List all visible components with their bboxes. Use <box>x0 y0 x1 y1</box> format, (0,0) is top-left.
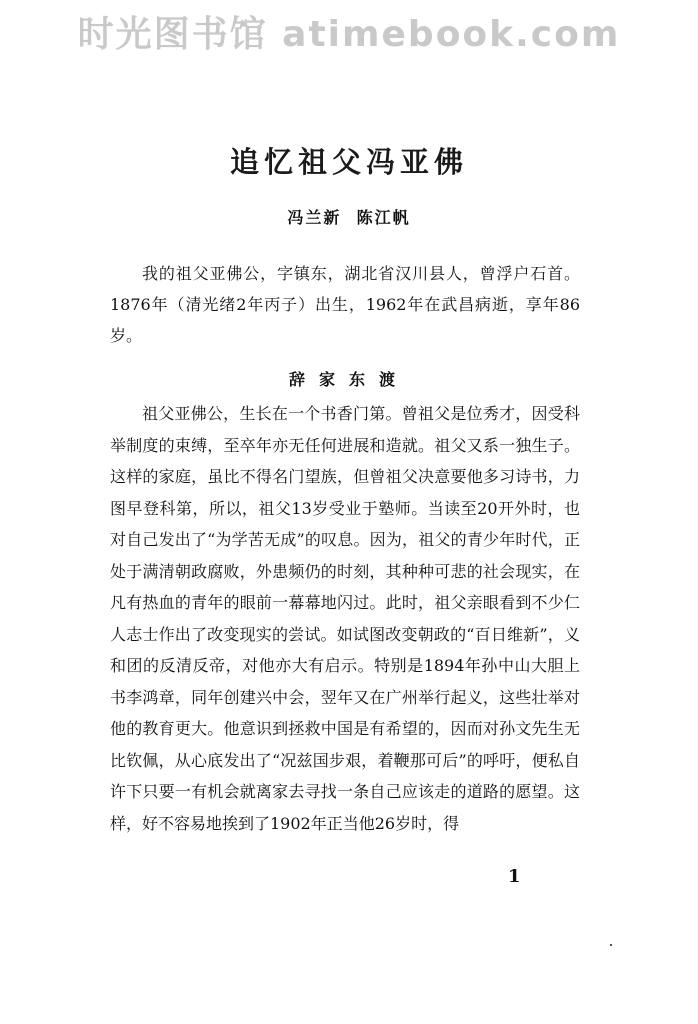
scan-speck <box>610 944 612 946</box>
page-title: 追忆祖父冯亚佛 <box>229 145 468 179</box>
page-number: 1 <box>508 866 521 887</box>
intro-paragraph: 我的祖父亚佛公，字镇东，湖北省汉川县人，曾浮户石首。1876年（清光绪2年丙子）出生，1962年在武昌病逝，享年86岁。 <box>110 264 580 345</box>
body-paragraph: 祖父亚佛公，生长在一个书香门第。曾祖父是位秀才，因受科举制度的束缚，至卒年亦无任何进展和造就。祖父又系一独生子。这样的家庭，虽比不得名门望族，但曾祖父决意要他多习诗书，力图早登科第，所以，祖父13岁受业于塾师。当读至20开外时，也对自己发出了“为学苦无成”的叹息。因为，祖父的青少年时代，正处于满清朝政腐败，外患频仍的时刻，其种种可悲的社会现实，在凡有热血的青年的眼前一幕幕地闪过。此时，祖父亲眼看到不少仁人志士作出了改变现实的尝试。如试图改变朝政的“百日维新”，义和团的反清反帝，对他亦大有启示。特别是1894年孙中山大胆上书李鸿章，同年创建兴中会，翌年又在广州举行起义，这些壮举对他的教育更大。他意识到拯救中国是有希望的，因而对孙文先生无比钦佩，从心底发出了“况兹国步艰，着鞭那可后”的呼吁，便私自许下只要一有机会就离家去寻找一条自己应该走的道路的愿望。这样，好不容易地挨到了1902年正当他26岁时，得 <box>110 404 580 833</box>
section-title: 辞家东渡 <box>288 370 409 389</box>
authors: 冯兰新 陈江帆 <box>287 208 411 227</box>
watermark: 时光图书馆 atimebook.com <box>77 14 621 55</box>
